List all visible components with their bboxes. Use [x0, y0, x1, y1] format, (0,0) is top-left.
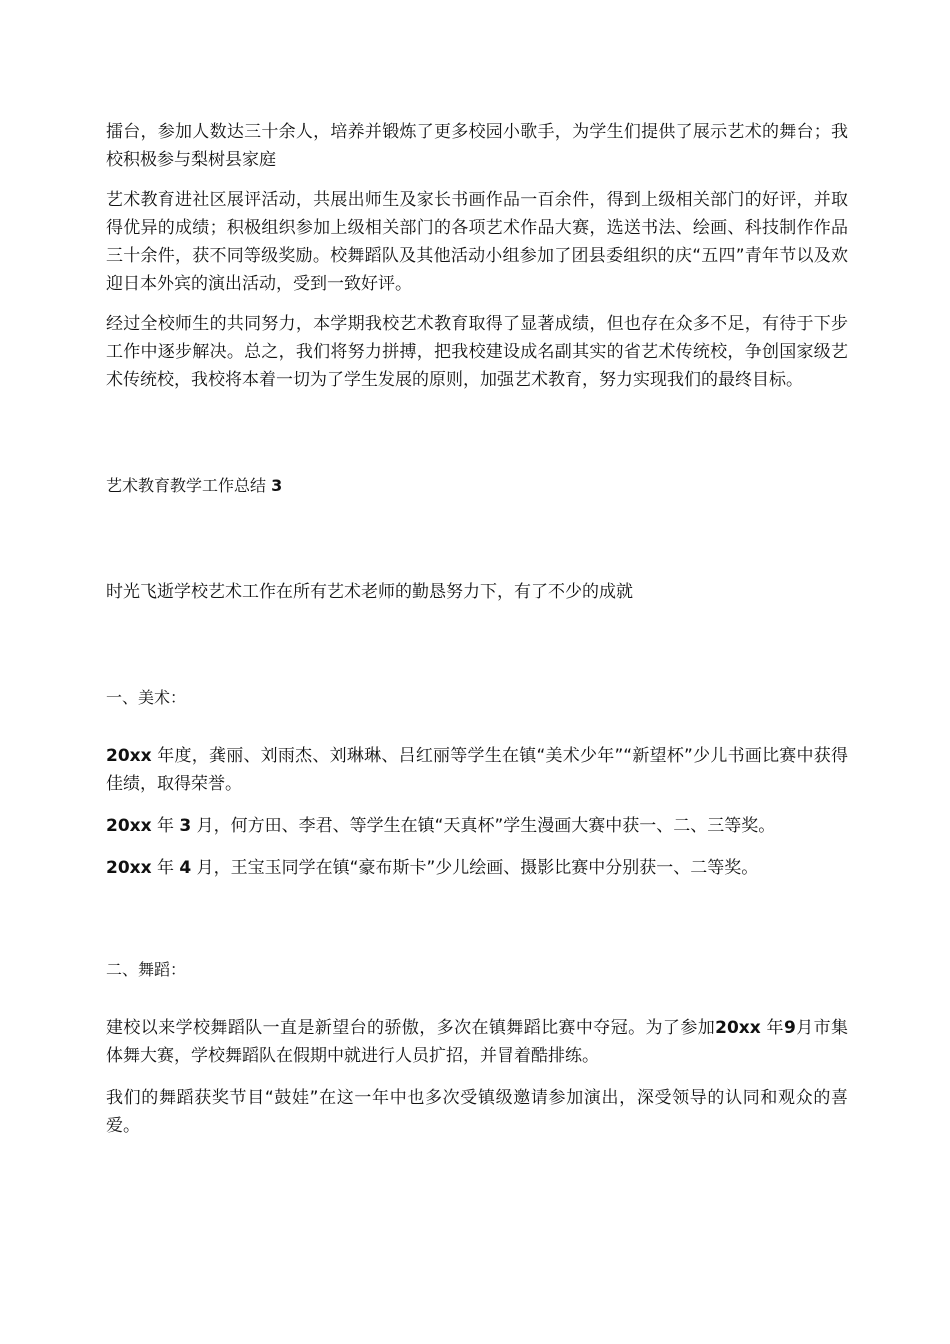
- paragraph-community-exhibition: 艺术教育进社区展评活动，共展出师生及家长书画作品一百余件，得到上级相关部门的好评，并取得优异的成绩；积极组织参加上级相关部门的各项艺术作品大赛，选送书法、绘画、科技制作作品三十余件，获不同等级奖励。校舞蹈队及其他活动小组参加了团县委组织的庆“五四”青年节以及欢迎日本外宾的演出活动，受到一致好评。: [106, 190, 848, 294]
- art-item-1: [106, 742, 848, 798]
- dance-heading: 二、舞蹈：: [106, 960, 187, 979]
- art-item-3-year: 20xx: [106, 858, 152, 878]
- art-item-2: [106, 812, 848, 840]
- paragraph-stage-activities: 擂台，参加人数达三十余人，培养并锻炼了更多校园小歌手，为学生们提供了展示艺术的舞台；我校积极参与梨树县家庭: [106, 122, 848, 170]
- dance-paragraph-1: [106, 1014, 848, 1070]
- art-item-3-month: 4: [179, 858, 192, 878]
- art-item-2-month: 3: [179, 816, 192, 836]
- paragraph-conclusion: 经过全校师生的共同努力，本学期我校艺术教育取得了显著成绩，但也存在众多不足，有待于下步工作中逐步解决。总之，我们将努力拼搏，把我校建设成名副其实的省艺术传统校，争创国家级艺术传统校，我校将本着一切为了学生发展的原则，加强艺术教育，努力实现我们的最终目标。: [106, 314, 848, 390]
- dance-p1-year: 20xx: [715, 1018, 761, 1038]
- dance-paragraph-2: 我们的舞蹈获奖节目“鼓娃”在这一年中也多次受镇级邀请参加演出，深受领导的认同和观众的喜爱。: [106, 1088, 848, 1136]
- art-item-1-year: 20xx: [106, 746, 152, 766]
- art-item-3-mid: 年: [157, 858, 174, 878]
- dance-p1-text-a: 建校以来学校舞蹈队一直是新望台的骄傲，多次在镇舞蹈比赛中夺冠。为了参加: [106, 1018, 716, 1038]
- art-item-3: [106, 854, 848, 882]
- section-title: [106, 472, 848, 500]
- section-title-text: 艺术教育教学工作总结: [106, 476, 267, 495]
- art-heading: 一、美术：: [106, 688, 187, 707]
- art-item-2-year: 20xx: [106, 816, 152, 836]
- dance-p1-mid: 年: [766, 1018, 784, 1038]
- section-title-number: 3: [271, 476, 283, 495]
- art-item-3-text: 月，王宝玉同学在镇“豪布斯卡”少儿绘画、摄影比赛中分别获一、二等奖。: [196, 858, 759, 878]
- art-item-2-mid: 年: [157, 816, 174, 836]
- document-page: [106, 118, 848, 1140]
- intro-paragraph: 时光飞逝学校艺术工作在所有艺术老师的勤恳努力下，有了不少的成就: [106, 582, 633, 602]
- dance-p1-text-b: 月市集体舞大赛，学校舞蹈队在假期中就进行人员扩招，并冒着酷排练。: [106, 1018, 849, 1066]
- art-item-2-text: 月，何方田、李君、等学生在镇“天真杯”学生漫画大赛中获一、二、三等奖。: [196, 816, 776, 836]
- dance-p1-month: 9: [783, 1018, 796, 1038]
- art-item-1-text: 年度，龚丽、刘雨杰、刘琳琳、吕红丽等学生在镇“美术少年”“新望杯”少儿书画比赛中获得佳绩，取得荣誉。: [106, 746, 849, 794]
